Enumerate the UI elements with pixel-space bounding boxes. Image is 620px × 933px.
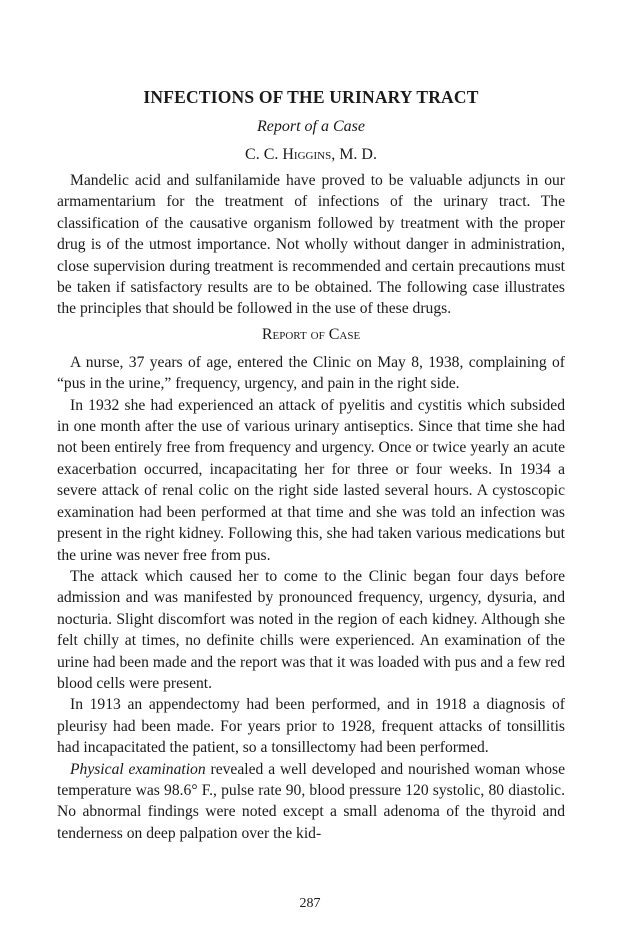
author-surname: Higgins [282,146,332,163]
abstract-paragraph: Mandelic acid and sulfanilamide have proved to be valuable adjuncts in our armamentarium for the treatment of infections of the urinary tract. The classification of the causative organism followed by treatment with the proper drug is of the utmost importance. Not wholly without danger in administration, close supervision during treatment is recommended and certain precautions must be taken if satisfactory results are to be obtained. The following case illustrates the principles that should be followed in the use of these drugs. [57,172,565,318]
article-title: INFECTIONS OF THE URINARY TRACT [143,87,479,107]
report-paragraph: The attack which caused her to come to the Clinic began four days before admission and was manifested by pronounced frequency, urgency, dysuria, and nocturia. Slight discomfort was noted in the region of each kidney. Although she felt chilly at times, no definite chills were experienced. An examination of the urine had been made and the report was that it was loaded with pus and a few red blood cells were present. [57,567,565,692]
author-degree: , M. D. [331,146,377,163]
page-number: 287 [299,896,321,911]
report-paragraph: In 1913 an appendectomy had been performed, and in 1918 a diagnosis of pleurisy had been made. For years prior to 1928, frequent attacks of tonsillitis had incapacitated the patient, so a tonsillectomy had been performed. [57,696,565,757]
report-paragraph: In 1932 she had experienced an attack of pyelitis and cystitis which subsided in one month after the use of various urinary antiseptics. Since that time she had not been entirely free from frequency and urgency. Once or twice yearly an acute exacerbation occurred, incapacitating her for three or four weeks. In 1934 a severe attack of renal colic on the right side lasted several hours. A cystoscopic examination had been performed at that time and she was told an infection was present in the right kidney. Following this, she had taken various medications but the urine was never free from pus. [57,396,565,564]
physical-exam-paragraph [57,759,565,845]
section-heading-report: Report of Case [261,325,361,343]
physical-exam-lead: Physical examination [70,760,206,778]
physical-exam-text: revealed a well developed and nourished woman whose temperature was 98.6° F., pulse rate 90, blood pressure 120 systolic, 80 diastolic. No abnormal findings were noted except a small adenoma of the thyroid and tenderness on deep palpation over the kid- [57,760,565,842]
article-author [57,144,565,166]
article-page [57,86,565,844]
author-initials: C. C. [245,146,283,163]
report-paragraph: A nurse, 37 years of age, entered the Clinic on May 8, 1938, complaining of “pus in the urine,” frequency, urgency, and pain in the right side. [57,353,565,393]
article-subtitle: Report of a Case [257,118,365,135]
